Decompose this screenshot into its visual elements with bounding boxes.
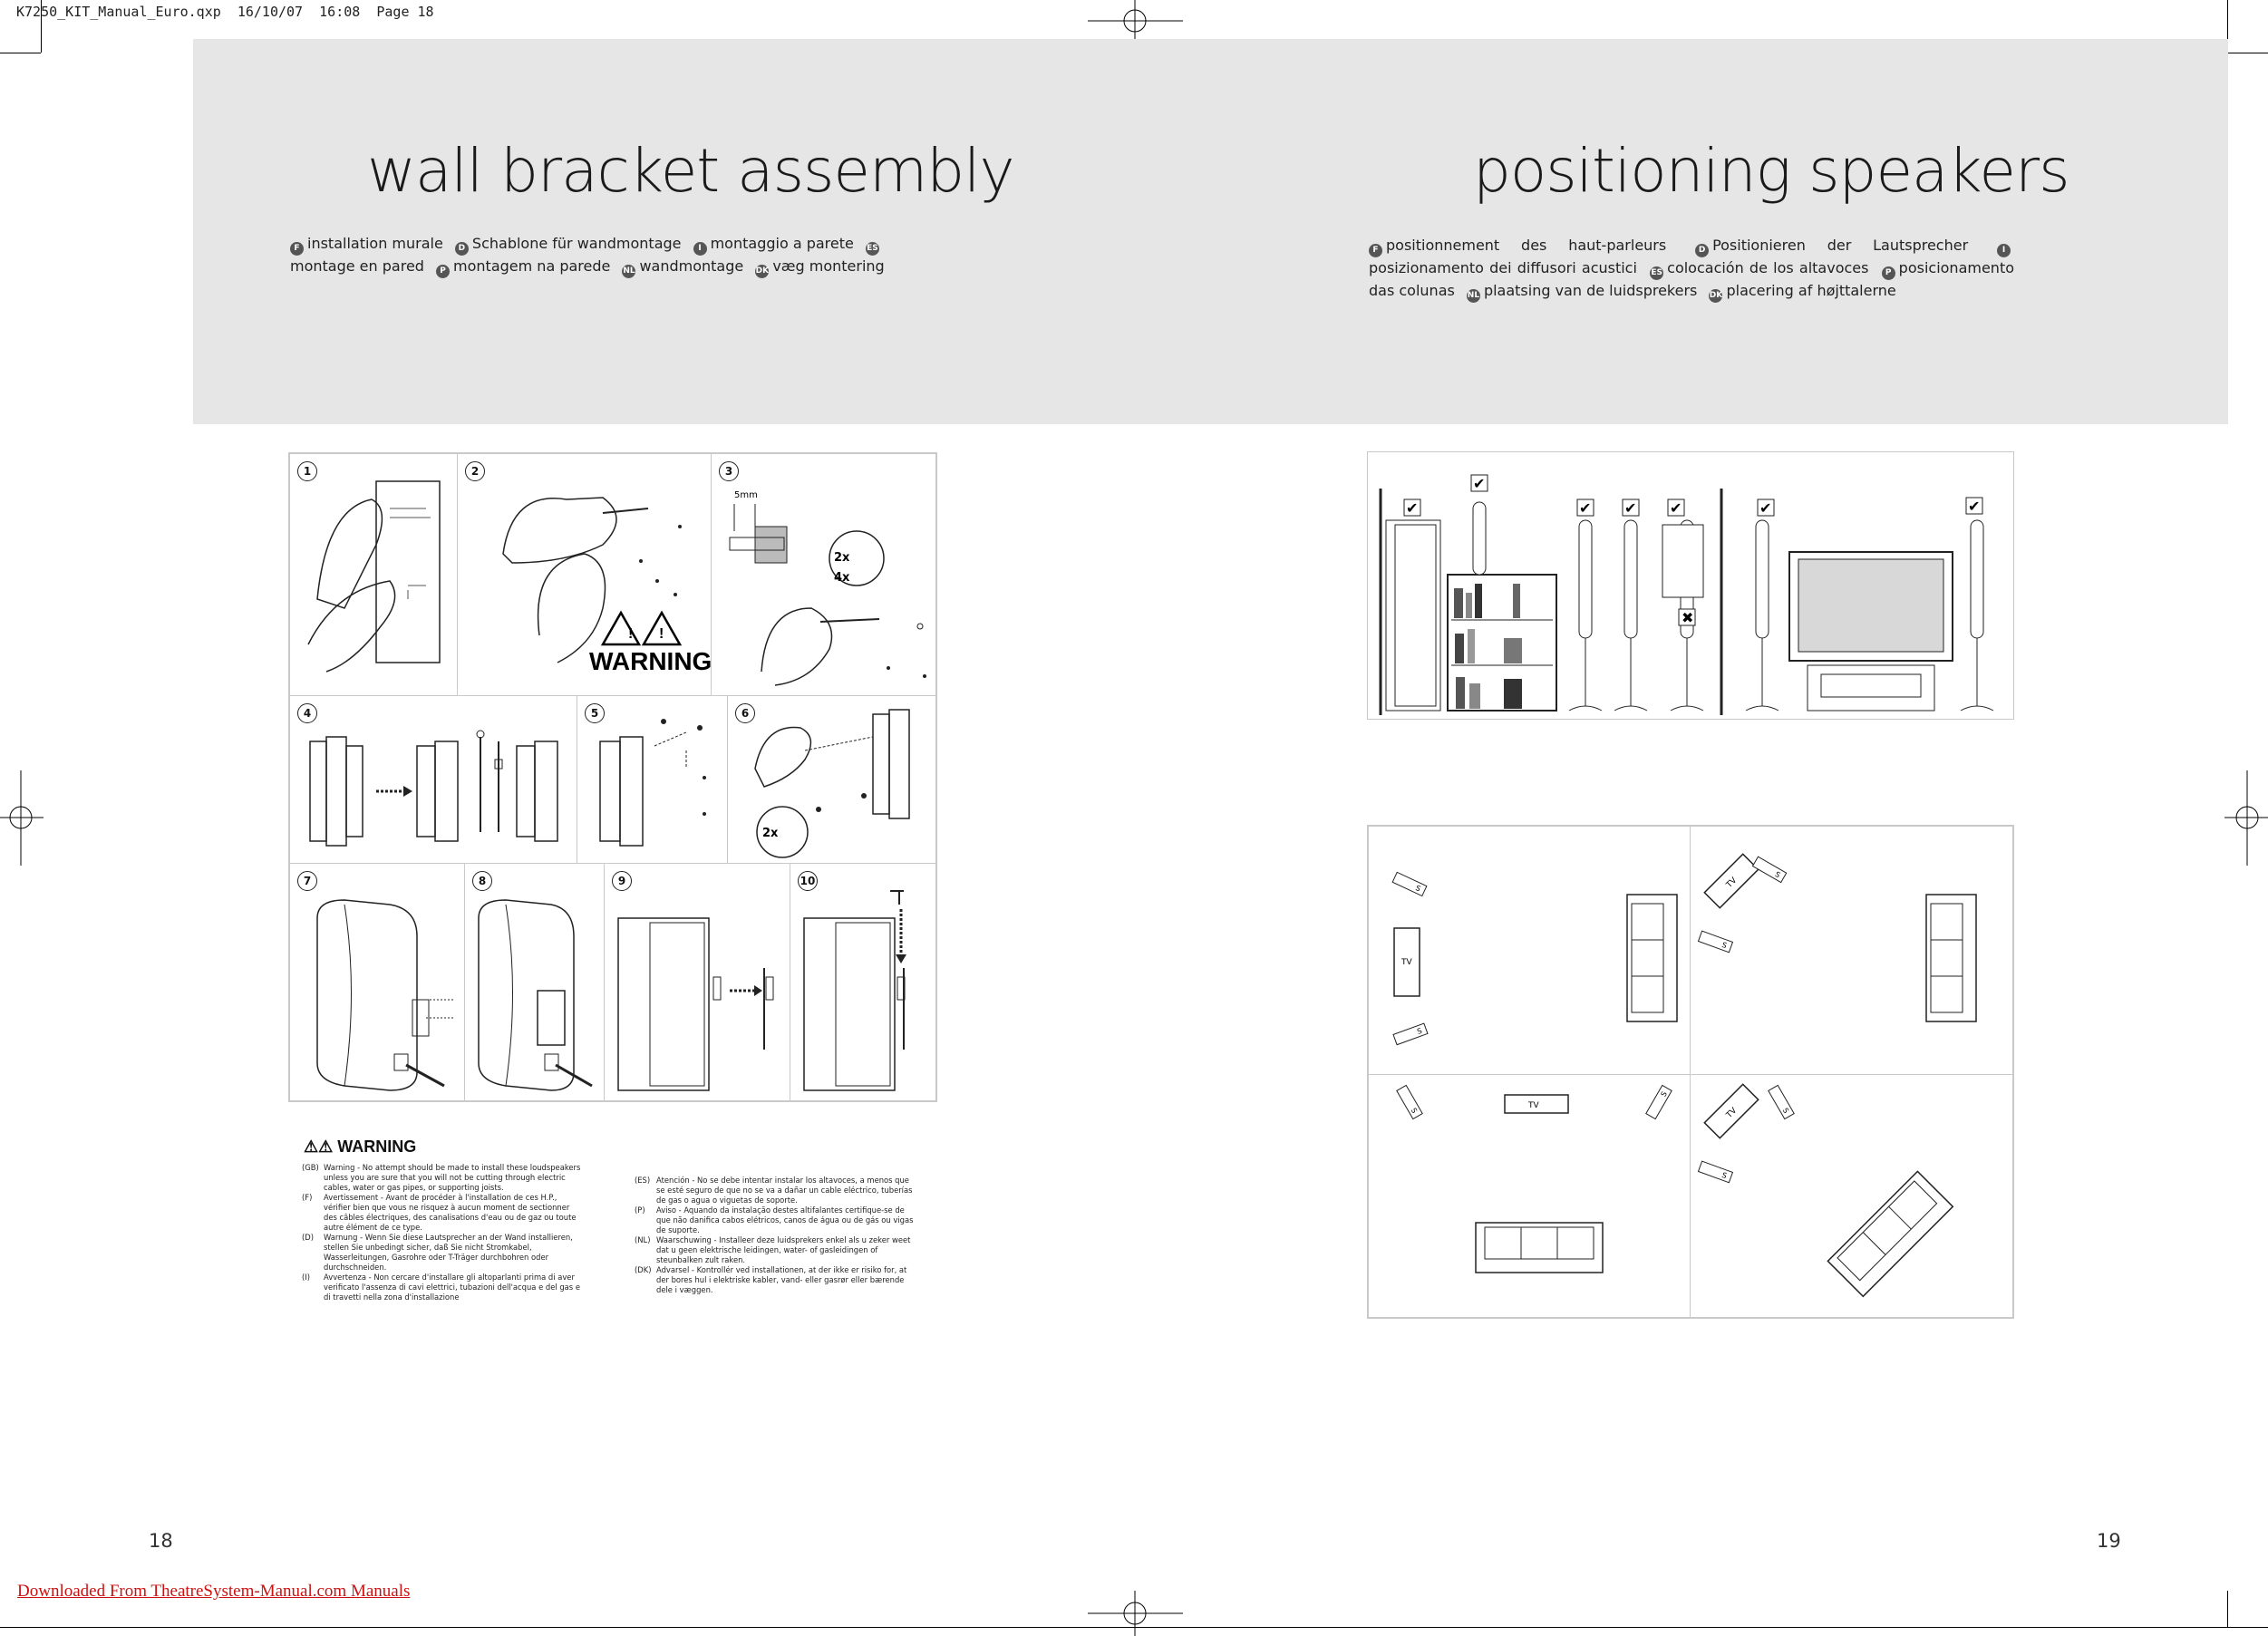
subtitle-text: positionnement des haut-parleurs bbox=[1386, 237, 1667, 254]
warning-item: (I) Avvertenza - Non cercare d'installare gli altoparlanti prima di aver verificato l'assenza di cavi elettrici, tubazioni dell'acqua e del gas e di travetti nella zona d'installazione bbox=[302, 1273, 580, 1302]
check-icon: ✔ bbox=[1968, 498, 1981, 515]
warning-item: (P) Aviso - Aquando da instalação destes altifalantes certifique-se de que não danifica cabos elétricos, canos de água ou de gás ou vigas de suporte. bbox=[635, 1205, 914, 1234]
check-icon: ✔ bbox=[1670, 499, 1682, 517]
page-number-right: 19 bbox=[2097, 1530, 2121, 1552]
qty-2x: 2x bbox=[834, 551, 850, 565]
warning-heading bbox=[304, 1137, 416, 1157]
subtitle-languages-left bbox=[290, 233, 934, 278]
subtitle-text: Schablone für wandmontage bbox=[471, 235, 682, 252]
speaker-label: S bbox=[1720, 940, 1729, 951]
warning-column-2 bbox=[635, 1176, 917, 1295]
bracket-parts-illustration bbox=[290, 696, 578, 865]
svg-text:!: ! bbox=[628, 626, 634, 642]
registration-mark-left bbox=[0, 770, 44, 866]
speaker-bracket-attached-illustration bbox=[465, 864, 606, 1102]
subtitle-text: montaggio a parete bbox=[710, 235, 854, 252]
lang-badge-d: D bbox=[455, 242, 469, 256]
lang-badge-nl: NL bbox=[1467, 289, 1480, 303]
warning-item: (ES) Atención - No se debe intentar instalar los altavoces, a menos que se esté seguro de que no se va a dañar un cable eléctrico, tuberías de gas o agua o viguetas de soporte. bbox=[635, 1176, 913, 1205]
warning-item: (DK) Advarsel - Kontrollér ved installationen, at der ikke er risiko for, at der bores hul i elektriske kabler, vand- eller gasrør eller bærende dele i væggen. bbox=[635, 1265, 907, 1294]
subtitle-text: posicionamento das colunas bbox=[1369, 259, 2015, 299]
warning-heading-text: WARNING bbox=[337, 1137, 417, 1156]
registration-mark-top bbox=[1088, 0, 1183, 44]
crop-mark bbox=[2227, 1591, 2228, 1627]
room-layout-diagram bbox=[1369, 1075, 1691, 1319]
step-number: 4 bbox=[297, 703, 317, 723]
drill-depth-label: 5mm bbox=[734, 490, 758, 500]
lang-badge-f: F bbox=[290, 242, 304, 256]
page-title-left: wall bracket assembly bbox=[367, 136, 1014, 206]
check-icon: ✔ bbox=[1624, 499, 1637, 517]
subtitle-text: colocación de los altavoces bbox=[1667, 259, 1869, 276]
warning-item: (NL) Waarschuwing - Installeer deze luidsprekers enkel als u zeker weet dat u geen elektrische leidingen, water- of gasleidingen of steunbalken zult raken. bbox=[635, 1235, 911, 1264]
step-cell bbox=[464, 863, 605, 1101]
step-number: 7 bbox=[297, 871, 317, 891]
warning-triangle-icon: ⚠⚠ bbox=[304, 1137, 334, 1156]
bracket-screw-illustration bbox=[577, 696, 729, 865]
hand-template-illustration bbox=[290, 454, 459, 697]
lang-badge-dk: DK bbox=[1709, 289, 1722, 303]
tv-label: TV bbox=[1528, 1101, 1539, 1110]
subtitle-languages-right bbox=[1369, 235, 2014, 303]
room-layout-3 bbox=[1368, 1074, 1691, 1318]
tv-label: TV bbox=[1724, 876, 1740, 890]
lang-badge-dk: DK bbox=[755, 265, 769, 278]
speaker-label: S bbox=[1659, 1089, 1669, 1099]
lang-badge-es: ES bbox=[1650, 266, 1663, 280]
subtitle-text: plaatsing van de luidsprekers bbox=[1483, 282, 1698, 299]
file-header: K7250_KIT_Manual_Euro.qxp 16/10/07 16:08 Page 18 bbox=[16, 4, 434, 20]
screws-plugs-illustration bbox=[712, 454, 937, 697]
speaker-label: S bbox=[1416, 1026, 1423, 1036]
speaker-label: S bbox=[1780, 1106, 1791, 1115]
speaker-side-mount-illustration bbox=[605, 864, 791, 1102]
svg-text:!: ! bbox=[659, 626, 664, 642]
step-number: 6 bbox=[735, 703, 755, 723]
subtitle-text: placering af højttalerne bbox=[1726, 282, 1896, 299]
subtitle-text: installation murale bbox=[307, 235, 443, 252]
check-icon: ✔ bbox=[1406, 499, 1419, 517]
check-icon: ✔ bbox=[1759, 499, 1772, 517]
speaker-rear-illustration bbox=[290, 864, 466, 1102]
step-cell bbox=[289, 863, 465, 1101]
lang-badge-es: ES bbox=[866, 242, 879, 256]
qty-2x: 2x bbox=[762, 827, 779, 840]
step-cell bbox=[289, 453, 458, 696]
room-layout-diagram bbox=[1691, 1075, 2014, 1319]
speaker-label: S bbox=[1720, 1170, 1729, 1181]
speaker-hang-illustration bbox=[790, 864, 937, 1102]
lang-badge-nl: NL bbox=[622, 265, 635, 278]
step-cell bbox=[457, 453, 712, 696]
step-cell bbox=[711, 453, 936, 696]
page-number-left: 18 bbox=[149, 1530, 173, 1552]
step-number: 8 bbox=[472, 871, 492, 891]
room-layout-diagram bbox=[1691, 827, 2014, 1076]
room-layout-diagram bbox=[1369, 827, 1691, 1076]
download-source-link[interactable]: Downloaded From TheatreSystem-Manual.com Manuals bbox=[17, 1582, 411, 1601]
step-cell bbox=[604, 863, 790, 1101]
subtitle-text: posizionamento dei diffusori acustici bbox=[1369, 259, 1637, 276]
lang-badge-i: I bbox=[693, 242, 707, 256]
subtitle-text: væg montering bbox=[772, 257, 885, 275]
lang-badge-p: P bbox=[436, 265, 450, 278]
page-title-right: positioning speakers bbox=[1473, 136, 2069, 206]
registration-mark-right bbox=[2224, 770, 2268, 866]
speaker-placement-illustration bbox=[1368, 452, 2013, 719]
registration-mark-bottom bbox=[1088, 1591, 1183, 1636]
step-number: 5 bbox=[585, 703, 605, 723]
warning-column-1 bbox=[302, 1163, 585, 1302]
check-icon: ✔ bbox=[1473, 475, 1486, 492]
subtitle-text: Positionieren der Lautsprecher bbox=[1712, 237, 1969, 254]
tv-label: TV bbox=[1724, 1106, 1740, 1120]
speaker-placement-front-panel bbox=[1367, 451, 2014, 720]
speaker-label: S bbox=[1773, 869, 1782, 880]
header-band bbox=[193, 39, 2228, 424]
room-layout-1 bbox=[1368, 826, 1691, 1075]
subtitle-text: montagem na parede bbox=[453, 257, 611, 275]
warning-item: (D) Warnung - Wenn Sie diese Lautsprecher an der Wand installieren, stellen Sie unbedingt sicher, daß Sie nicht Stromkabel, Wasserleitungen, Gasrohre oder T-Träger durchbohren oder durchschneiden. bbox=[302, 1233, 573, 1272]
drill-wall-illustration bbox=[458, 454, 712, 697]
lang-badge-d: D bbox=[1695, 244, 1709, 257]
lang-badge-f: F bbox=[1369, 244, 1382, 257]
step-number: 9 bbox=[612, 871, 632, 891]
step-cell bbox=[577, 695, 728, 864]
step-cell bbox=[727, 695, 936, 864]
step-cell bbox=[790, 863, 936, 1101]
tv-label: TV bbox=[1401, 958, 1412, 967]
room-layout-4 bbox=[1690, 1074, 2013, 1318]
lang-badge-i: I bbox=[1997, 244, 2011, 257]
room-layout-2 bbox=[1690, 826, 2013, 1075]
qty-4x: 4x bbox=[834, 571, 850, 585]
warning-sign-text: WARNING bbox=[589, 647, 712, 675]
room-layouts-panel bbox=[1367, 825, 2014, 1319]
step-number: 1 bbox=[297, 461, 317, 481]
step-cell bbox=[289, 695, 577, 864]
step-number: 3 bbox=[719, 461, 739, 481]
assembly-steps-panel bbox=[288, 452, 937, 1102]
speaker-label: S bbox=[1414, 884, 1422, 894]
speaker-label: S bbox=[1409, 1106, 1420, 1115]
warning-item: (F) Avertissement - Avant de procéder à l'installation de ces H.P., vérifier bien que vous ne risquez à aucun moment de sectionner des câbles électriques, des canalisations d'eau ou de gaz ou toute autre élément de ce type. bbox=[302, 1193, 577, 1232]
subtitle-text: wandmontage bbox=[639, 257, 744, 275]
mount-bracket-illustration bbox=[728, 696, 937, 865]
warning-item: (GB) Warning - No attempt should be made to install these loudspeakers unless you are sure that you will not be cutting through electric cables, water or gas pipes, or supporting joists. bbox=[302, 1163, 581, 1192]
subtitle-text: montage en pared bbox=[290, 257, 424, 275]
step-number: 10 bbox=[798, 871, 818, 891]
step-number: 2 bbox=[465, 461, 485, 481]
lang-badge-p: P bbox=[1882, 266, 1895, 280]
cross-icon: ✖ bbox=[1682, 609, 1694, 626]
check-icon: ✔ bbox=[1579, 499, 1592, 517]
